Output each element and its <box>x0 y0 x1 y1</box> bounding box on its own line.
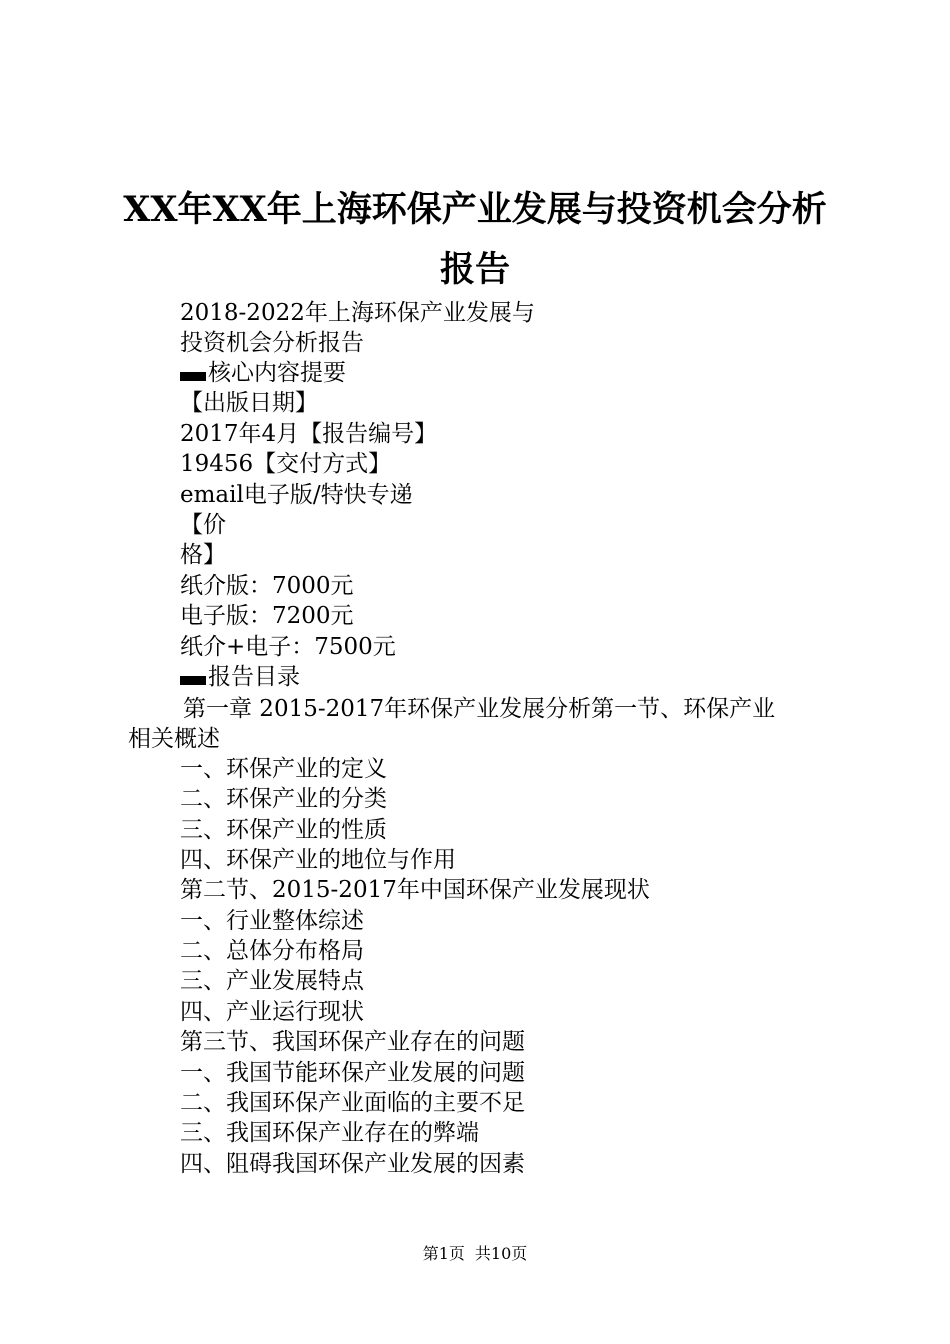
toc-item: 四、环保产业的地位与作用 <box>180 847 456 873</box>
toc-section2: 第二节、2015-2017年中国环保产业发展现状 <box>180 877 650 903</box>
publish-date-value: 2017年4月【报告编号】 <box>180 421 438 447</box>
toc-item: 三、产业发展特点 <box>180 968 364 994</box>
toc-item: 三、环保产业的性质 <box>180 817 387 843</box>
price-electronic: 电子版：7200元 <box>180 603 354 629</box>
subtitle-line1: 2018-2022年上海环保产业发展与 <box>180 300 535 326</box>
price-paper: 纸介版：7000元 <box>180 573 354 599</box>
toc-section3: 第三节、我国环保产业存在的问题 <box>180 1029 525 1055</box>
toc-item: 四、产业运行现状 <box>180 999 364 1025</box>
toc-item: 二、我国环保产业面临的主要不足 <box>180 1090 525 1116</box>
document-title-line2: 报告 <box>439 249 510 290</box>
publish-date-label: 【出版日期】 <box>180 390 318 416</box>
toc-item: 一、环保产业的定义 <box>180 756 387 782</box>
square-bullet-icon <box>180 676 206 685</box>
price-label-part2: 格】 <box>180 542 226 568</box>
delivery-method: email电子版/特快专递 <box>180 482 413 508</box>
report-number: 19456【交付方式】 <box>180 451 392 477</box>
section-heading-summary: 核心内容提要 <box>180 358 346 388</box>
toc-item: 一、行业整体综述 <box>180 908 364 934</box>
toc-item: 二、总体分布格局 <box>180 938 364 964</box>
toc-item: 四、阻碍我国环保产业发展的因素 <box>180 1151 525 1177</box>
page-number: 第1页 <box>422 1244 465 1263</box>
page-footer <box>0 1244 950 1264</box>
toc-item: 二、环保产业的分类 <box>180 786 387 812</box>
price-combined: 纸介+电子：7500元 <box>180 634 396 660</box>
square-bullet-icon <box>180 372 206 381</box>
document-title-line1: XX年XX年上海环保产业发展与投资机会分析 <box>123 189 827 230</box>
subtitle-line2: 投资机会分析报告 <box>180 330 364 356</box>
section-heading-toc: 报告目录 <box>180 662 300 692</box>
toc-chapter1-cont: 相关概述 <box>128 726 220 752</box>
page-total: 共10页 <box>474 1244 528 1263</box>
toc-chapter1: 第一章 2015-2017年环保产业发展分析第一节、环保产业 <box>183 696 776 722</box>
toc-item: 三、我国环保产业存在的弊端 <box>180 1120 479 1146</box>
price-label-part1: 【价 <box>180 512 226 538</box>
toc-item: 一、我国节能环保产业发展的问题 <box>180 1060 525 1086</box>
